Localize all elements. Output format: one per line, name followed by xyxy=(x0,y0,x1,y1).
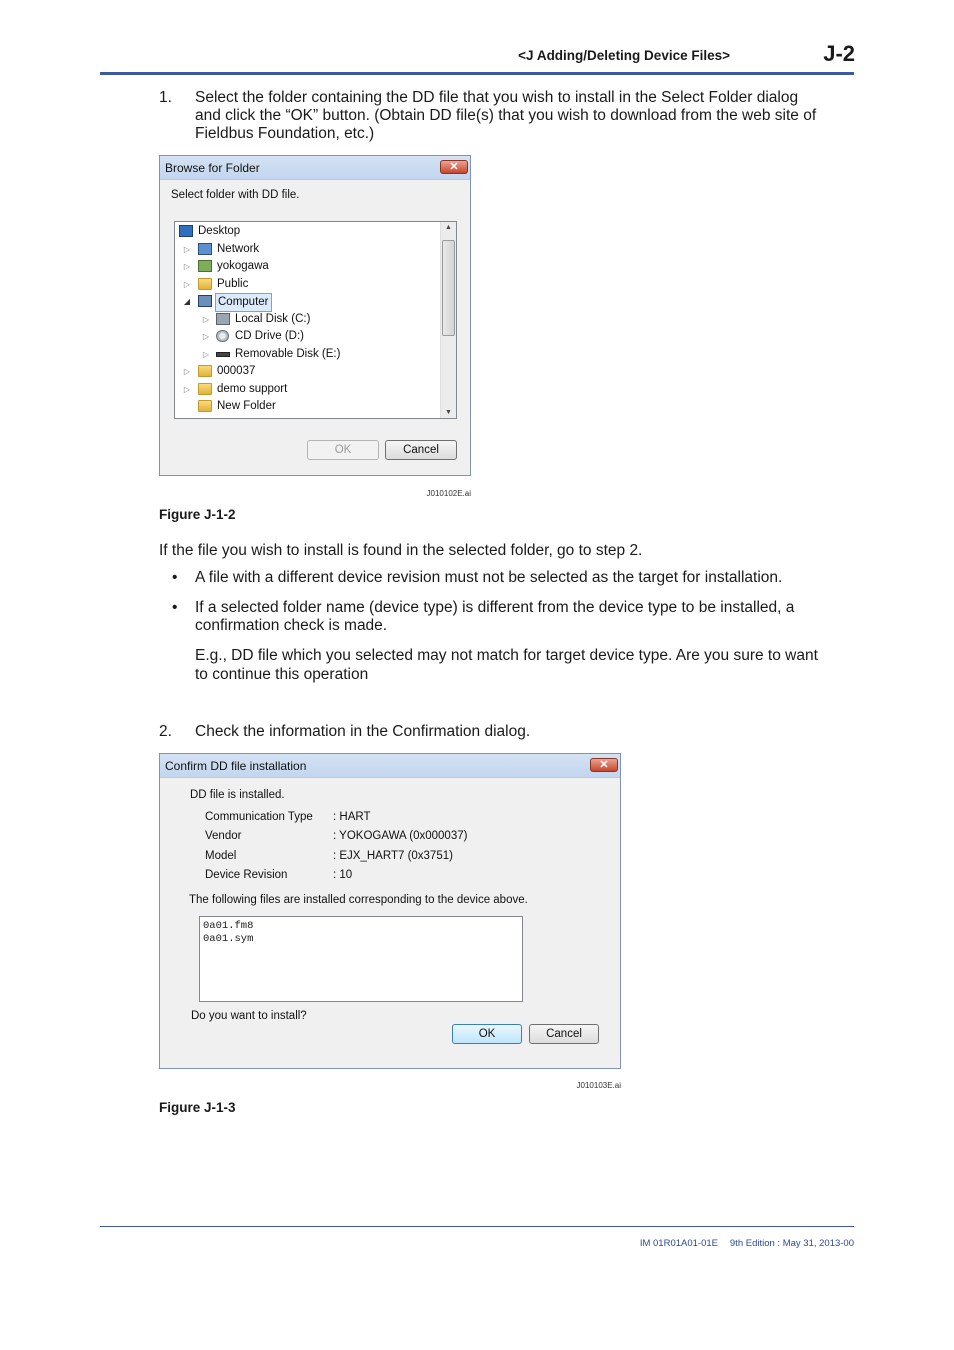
field-value: : YOKOGAWA (0x000037) xyxy=(333,830,468,842)
dialog-title: Browse for Folder xyxy=(160,156,470,180)
tree-item-local-disk[interactable]: ▷ Local Disk (C:) xyxy=(202,311,402,328)
installed-files-list[interactable] xyxy=(199,916,523,1002)
step-1-line-1: Select the folder containing the DD file that you wish to install in the Select Folder dialog xyxy=(195,89,799,106)
files-note: The following files are installed corresponding to the device above. xyxy=(189,894,528,906)
list-item: 0a01.sym xyxy=(203,933,254,945)
expand-arrow-icon[interactable]: ▷ xyxy=(183,385,191,394)
expand-arrow-icon[interactable]: ▷ xyxy=(202,350,210,359)
close-icon[interactable]: ✕ xyxy=(590,758,618,772)
expand-arrow-icon[interactable]: ▷ xyxy=(183,367,191,376)
field-label: Model xyxy=(205,850,237,862)
tree-item-yokogawa[interactable]: ▷ yokogawa xyxy=(183,258,383,275)
vertical-scrollbar[interactable] xyxy=(440,222,456,418)
paragraph: If the file you wish to install is found in the selected folder, go to step 2. xyxy=(159,542,643,559)
document-number: IM 01R01A01-01E xyxy=(639,1238,718,1249)
bullet-2-line-2: confirmation check is made. xyxy=(195,617,388,634)
computer-icon xyxy=(198,295,212,307)
tree-item-computer[interactable]: ◢ Computer xyxy=(183,293,383,310)
install-question: Do you want to install? xyxy=(191,1010,307,1022)
bullet-icon: • xyxy=(172,569,178,586)
figure-file-tag: J010102E.ai xyxy=(426,489,471,498)
field-label: Device Revision xyxy=(205,869,288,881)
install-heading: DD file is installed. xyxy=(190,789,285,801)
folder-icon xyxy=(198,365,212,377)
expand-arrow-icon[interactable]: ▷ xyxy=(202,315,210,324)
field-value: : HART xyxy=(333,811,371,823)
browse-folder-dialog xyxy=(159,155,471,476)
step-2-text: Check the information in the Confirmation dialog. xyxy=(195,723,531,740)
section-title: <J Adding/Deleting Device Files> xyxy=(518,48,730,63)
dialog-title: Confirm DD file installation xyxy=(160,754,620,778)
bullet-icon: • xyxy=(172,599,178,616)
user-folder-icon xyxy=(198,260,212,272)
collapse-arrow-icon[interactable]: ◢ xyxy=(183,297,191,306)
field-value: : 10 xyxy=(333,869,353,881)
cancel-button[interactable]: Cancel xyxy=(529,1024,599,1044)
bullet-1-text: A file with a different device revision must not be selected as the target for installation. xyxy=(195,569,783,586)
ok-button[interactable]: OK xyxy=(452,1024,522,1044)
network-icon xyxy=(198,243,212,255)
list-item: 0a01.fm8 xyxy=(203,920,254,932)
expand-arrow-icon[interactable]: ▷ xyxy=(183,262,191,271)
dialog-prompt: Select folder with DD file. xyxy=(171,189,300,201)
scroll-thumb[interactable] xyxy=(442,240,455,336)
tree-item-public[interactable]: ▷ Public xyxy=(183,276,383,293)
step-2-number: 2. xyxy=(159,723,172,740)
hard-disk-icon xyxy=(216,313,230,325)
figure-file-tag: J010103E.ai xyxy=(576,1081,621,1090)
folder-tree[interactable]: Desktop ▷ Network ▷ yokogawa ▷ Public ◢ Computer ▷ Local Disk (C:) ▷ CD Drive (D:) ▷ Removable Disk (E:) ▷ 000037 ▷ demo support New Folder ▲ ▼ xyxy=(174,221,457,419)
confirm-install-dialog xyxy=(159,753,621,1069)
removable-disk-icon xyxy=(216,352,230,357)
tree-item-network[interactable]: ▷ Network xyxy=(183,241,383,258)
tree-item-demo-support[interactable]: ▷ demo support xyxy=(183,381,383,398)
example-line-2: to continue this operation xyxy=(195,666,369,683)
example-line-1: E.g., DD file which you selected may not match for target device type. Are you sure to want xyxy=(195,647,818,664)
field-label: Communication Type xyxy=(205,811,313,823)
bullet-2-line-1: If a selected folder name (device type) is different from the device type to be installed, a xyxy=(195,599,795,616)
figure-caption: Figure J-1-2 xyxy=(159,507,236,522)
edition-info: 9th Edition : May 31, 2013-00 xyxy=(729,1238,854,1249)
scroll-down-icon[interactable]: ▼ xyxy=(445,409,452,416)
tree-item-removable-disk[interactable]: ▷ Removable Disk (E:) xyxy=(202,346,422,363)
desktop-icon xyxy=(179,225,193,237)
cancel-button[interactable]: Cancel xyxy=(385,440,457,460)
ok-button[interactable]: OK xyxy=(307,440,379,460)
expand-arrow-icon[interactable]: ▷ xyxy=(202,332,210,341)
step-1-line-2: and click the “OK” button. (Obtain DD file(s) that you wish to download from the web site of xyxy=(195,107,817,124)
folder-icon xyxy=(198,278,212,290)
field-value: : EJX_HART7 (0x3751) xyxy=(333,850,453,862)
figure-caption: Figure J-1-3 xyxy=(159,1100,236,1115)
expand-arrow-icon[interactable]: ▷ xyxy=(183,245,191,254)
scroll-up-icon[interactable]: ▲ xyxy=(445,224,452,231)
folder-icon xyxy=(198,400,212,412)
step-1-number: 1. xyxy=(159,89,172,106)
page-number: J-2 xyxy=(823,41,855,66)
expand-arrow-icon[interactable]: ▷ xyxy=(183,280,191,289)
tree-item-new-folder[interactable]: New Folder xyxy=(183,398,383,415)
folder-icon xyxy=(198,383,212,395)
tree-item-000037[interactable]: ▷ 000037 xyxy=(183,363,383,380)
header-rule xyxy=(100,72,854,75)
close-icon[interactable]: ✕ xyxy=(440,160,468,174)
cd-drive-icon xyxy=(216,330,229,342)
step-1-line-3: Fieldbus Foundation, etc.) xyxy=(195,125,375,142)
footer-rule xyxy=(100,1226,854,1227)
field-label: Vendor xyxy=(205,830,242,842)
tree-item-cd-drive[interactable]: ▷ CD Drive (D:) xyxy=(202,328,402,345)
